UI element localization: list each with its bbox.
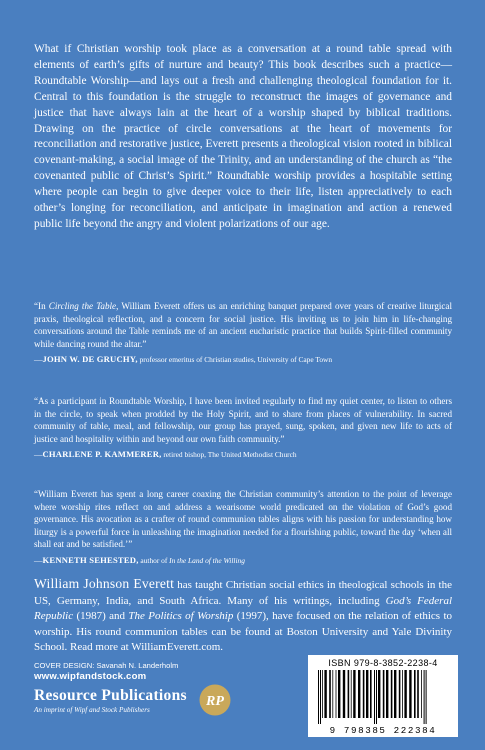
book-description: What if Christian worship took place as a conversation at a round table spread with elements of earth’s gifts of nurture and beauty? This book describes such a practice—Roundtable Worship—and lays out a fresh and challenging theological foundation for it. Central to this foundation is the struggle to reconstruct the images of governance and justice that have always lain at the heart of a worship shaped by biblical traditions. Drawing on the practice of circle conversations at the heart of movements for reconciliation and restorative justice, Everett presents a theological vision rooted in biblical covenant-making, a social image of the Trinity, and an understanding of the church as “the covenanted public of Christ’s Spirit.” Roundtable worship provides a hospitable setting where people can begin to give deeper voice to their life, listen appreciatively to each other’s longing for reconciliation, and anticipate in imagination and action a renewed public life beyond the angry and violent polarizations of our age.: [34, 43, 452, 230]
endorser-name: CHARLENE P. KAMMERER,: [42, 449, 162, 460]
publisher-name: Resource Publications: [34, 687, 187, 704]
barcode-icon: [316, 670, 450, 724]
endorsement-attribution: —CHARLENE P. KAMMERER, retired bishop, The United Methodist Church: [34, 449, 297, 460]
endorsement-sehested: [34, 488, 452, 566]
endorser-role: professor emeritus of Christian studies, University of Cape Town: [139, 355, 333, 365]
author-name: William Johnson Everett: [34, 576, 175, 591]
endorsement-attribution: —JOHN W. DE GRUCHY, professor emeritus of Christian studies, University of Cape Town: [34, 354, 333, 365]
endorsement-attribution: —KENNETH SEHESTED, author of In the Land of the Willing: [34, 554, 245, 565]
isbn-barcode-box: [308, 655, 458, 737]
isbn-label: ISBN 979-8-3852-2238-4: [328, 658, 438, 668]
author-book-title: The Politics of Worship: [128, 610, 234, 623]
author-book-title: God’s Federal Republic: [34, 594, 452, 623]
endorsement-de-gruchy: [34, 300, 452, 365]
publisher-website: www.wipfandstock.com: [34, 671, 147, 682]
rp-logo-icon: [199, 684, 231, 716]
author-bio: William Johnson Everett has taught Christian social ethics in theological schools in the US, Germany, India, and South Africa. Many of his writings, including God’s Federal Republic (1987) and The Politics of Worship (1997), have focused on the relation of ethics to worship. His round communion tables can be found at Boston University and Yale Divinity School. Read more at WilliamEverett.com.: [34, 576, 452, 654]
endorsement-text: “William Everett has spent a long career coaxing the Christian community’s attention to the point of leverage where worship rites reflect on and address a wearisome world predicated on the violation of God’s good governance. His avocation as a crafter of round communion tables aligns with his passion for understanding how liturgy is a powerful force in unleashing the imagination needed for a flourishing public, toward the day ‘when all shall eat and be satisfied.’”: [34, 489, 452, 550]
cover-design-credit: COVER DESIGN: Savanah N. Landerholm: [34, 661, 179, 670]
credits: [34, 660, 178, 682]
endorser-book-title: In the Land of the Willing: [169, 555, 245, 565]
endorsement-text: “As a participant in Roundtable Worship, I have been invited regularly to find my quiet center, to listen to others in the circle, to speak when prodded by the Holy Spirit, and to share from places of vulnerability. In sacred community of table, meal, and fellowship, our group has prayed, sung, spoken, and given new life to acts of justice and hospitality within and beyond our own faith community.”: [34, 396, 452, 444]
book-title-inline: Circling the Table: [48, 301, 117, 311]
endorser-name: JOHN W. DE GRUCHY,: [42, 354, 138, 365]
endorser-role: retired bishop, The United Methodist Church: [163, 450, 297, 460]
publisher-imprint: [34, 687, 187, 714]
endorsement-kammerer: [34, 395, 452, 460]
rp-logo-text: RP: [206, 694, 224, 709]
isbn-digits: 9 798385 222384: [329, 725, 437, 736]
endorsement-text: “In Circling the Table, William Everett offers us an enriching banquet prepared over years of creative liturgical praxis, theological reflection, and a concern for social justice. His inviting us to join him in life-changing conversations around the Table reminds me of an ancient eucharistic practice that builds Spirit-filled community while dancing round the altar.”: [34, 301, 452, 349]
publisher-imprint-line: An imprint of Wipf and Stock Publishers: [34, 706, 150, 714]
endorser-name: KENNETH SEHESTED,: [42, 554, 139, 565]
